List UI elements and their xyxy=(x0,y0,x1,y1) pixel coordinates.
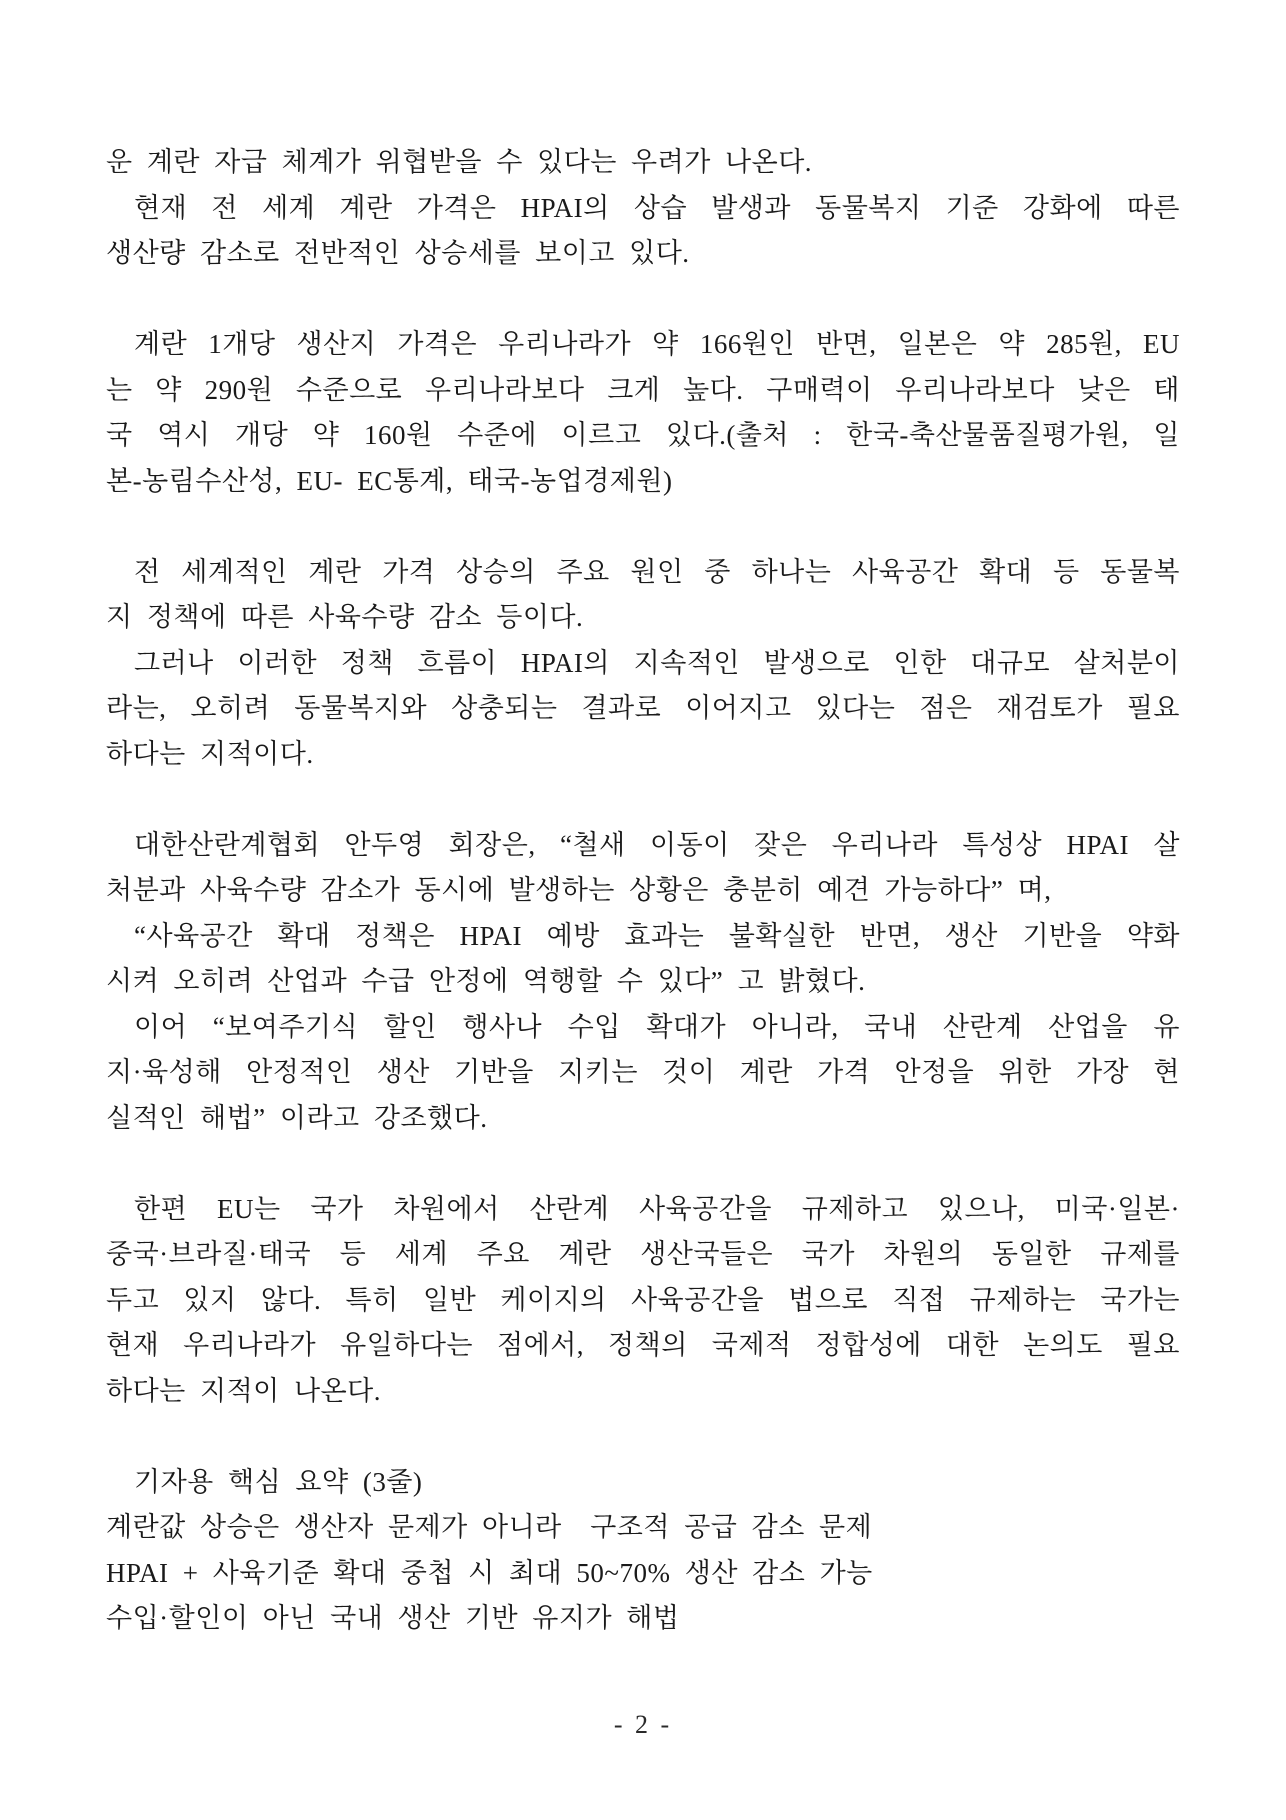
paragraph xyxy=(106,322,1180,504)
text-line: 실적인 해법” 이라고 강조했다. xyxy=(106,1102,488,1133)
text-line: 대한산란계협회 안두영 회장은, “철새 이동이 잦은 우리나라 특성상 HPAI 살 xyxy=(134,829,1180,860)
text-line: 생산량 감소로 전반적인 상승세를 보이고 있다. xyxy=(106,238,690,268)
text-line: 이어 “보여주기식 할인 행사나 수입 확대가 아니라, 국내 산란계 산업을 유 xyxy=(134,1011,1180,1042)
text-line: 운 계란 자급 체계가 위협받을 수 있다는 우려가 나온다. xyxy=(106,147,813,177)
text-line: 현재 전 세계 계란 가격은 HPAI의 상습 발생과 동물복지 기준 강화에 따른 xyxy=(134,192,1180,223)
paragraph xyxy=(106,140,1180,277)
text-line: 수입·할인이 아닌 국내 생산 기반 유지가 해법 xyxy=(106,1603,680,1633)
text-line: 라는, 오히려 동물복지와 상충되는 결과로 이어지고 있다는 점은 재검토가 필요 xyxy=(106,693,1180,723)
text-line: 는 약 290원 수준으로 우리나라보다 크게 높다. 구매력이 우리나라보다 낮은 태 xyxy=(106,374,1180,405)
text-line: 현재 우리나라가 유일하다는 점에서, 정책의 국제적 정합성에 대한 논의도 필요 xyxy=(106,1330,1180,1360)
text-line: 국 역시 개당 약 160원 수준에 이르고 있다.(출처 : 한국-축산물품질평가원, 일 xyxy=(106,420,1180,450)
paragraph xyxy=(106,823,1180,1142)
text-line: 시켜 오히려 산업과 수급 안정에 역행할 수 있다” 고 밝혔다. xyxy=(106,966,866,996)
text-line: 본-농림수산성, EU- EC통계, 태국-농업경제원) xyxy=(106,465,673,496)
paragraph xyxy=(106,550,1180,778)
document-body xyxy=(106,140,1180,1642)
page-number: - 2 - xyxy=(613,1710,673,1739)
text-line: 전 세계적인 계란 가격 상승의 주요 원인 중 하나는 사육공간 확대 등 동물복 xyxy=(134,556,1180,587)
paragraph xyxy=(106,1187,1180,1415)
text-line: 기자용 핵심 요약 (3줄) xyxy=(134,1466,423,1497)
text-line: 두고 있지 않다. 특히 일반 케이지의 사육공간을 법으로 직접 규제하는 국가는 xyxy=(106,1284,1180,1315)
paragraph xyxy=(106,1460,1180,1642)
text-line: 계란값 상승은 생산자 문제가 아니라 구조적 공급 감소 문제 xyxy=(106,1512,873,1542)
text-line: HPAI + 사육기준 확대 중첩 시 최대 50~70% 생산 감소 가능 xyxy=(106,1557,873,1588)
text-line: 그러나 이러한 정책 흐름이 HPAI의 지속적인 발생으로 인한 대규모 살처분이 xyxy=(134,647,1180,678)
text-line: 지·육성해 안정적인 생산 기반을 지키는 것이 계란 가격 안정을 위한 가장 현 xyxy=(106,1057,1180,1087)
text-line: 하다는 지적이다. xyxy=(106,738,314,769)
text-line: 하다는 지적이 나온다. xyxy=(106,1375,381,1406)
text-line: 계란 1개당 생산지 가격은 우리나라가 약 166원인 반면, 일본은 약 285원, EU xyxy=(134,329,1180,359)
text-line: 중국·브라질·태국 등 세계 주요 계란 생산국들은 국가 차원의 동일한 규제를 xyxy=(106,1239,1180,1269)
text-line: “사육공간 확대 정책은 HPAI 예방 효과는 불확실한 반면, 생산 기반을 약화 xyxy=(134,920,1180,951)
text-line: 한편 EU는 국가 차원에서 산란계 사육공간을 규제하고 있으나, 미국·일본· xyxy=(134,1193,1180,1224)
text-line: 지 정책에 따른 사육수량 감소 등이다. xyxy=(106,602,584,632)
text-line: 처분과 사육수량 감소가 동시에 발생하는 상황은 충분히 예견 가능하다” 며, xyxy=(106,875,1052,905)
